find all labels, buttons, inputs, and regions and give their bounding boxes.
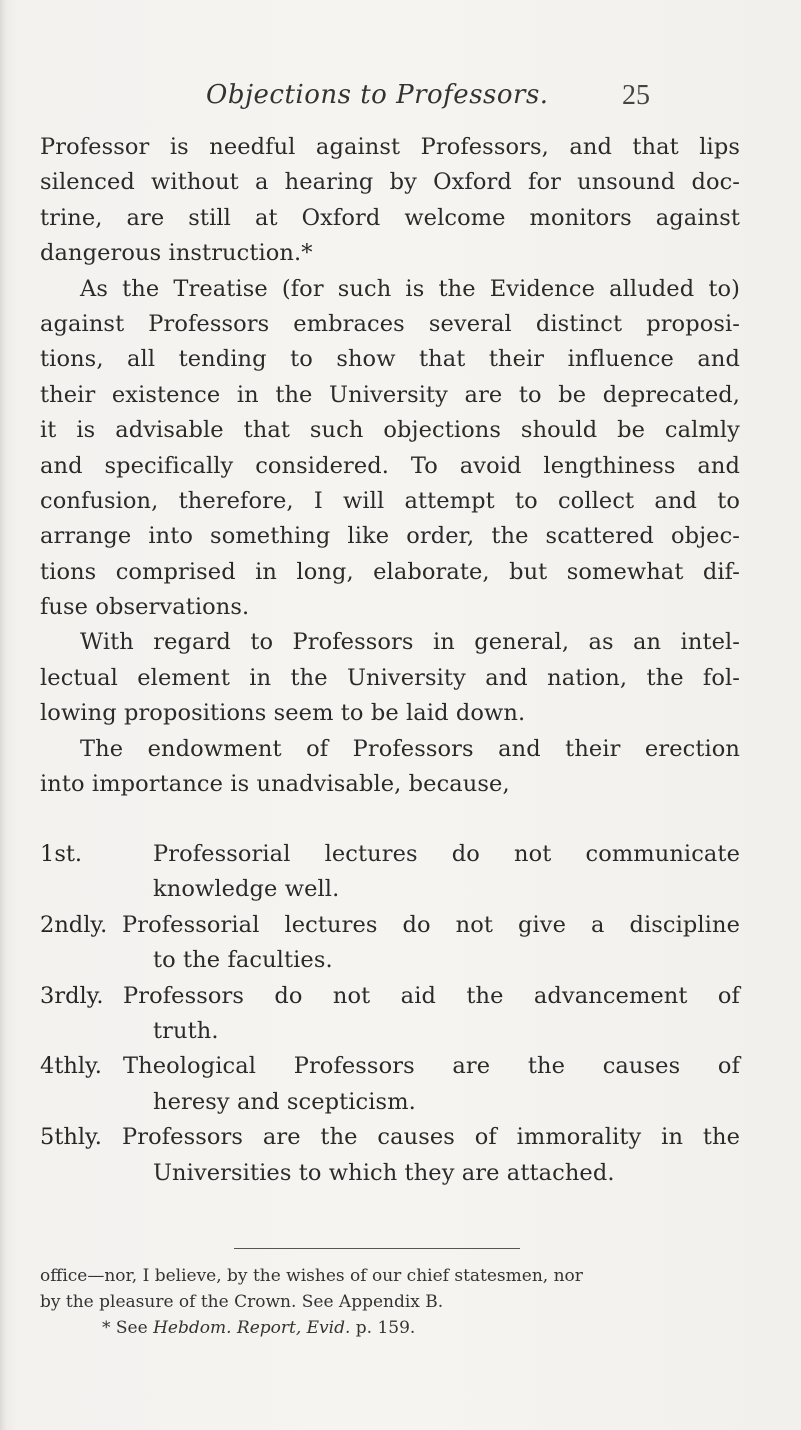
text-line: The endowment of Professors and their erection [80,735,740,762]
item-label: 4thly. [40,1053,102,1080]
item-text: Theological Professors are the causes of [123,1053,740,1080]
text-line: into importance is unadvisable, because, [40,771,510,798]
text-line: trine, are still at Oxford welcome monitors against [40,204,740,231]
text-line: lowing propositions seem to be laid down. [40,700,526,727]
footnote-line: by the pleasure of the Crown. See Appendix B. [40,1292,444,1312]
footnote-reference [40,1315,740,1341]
text-line: fuse observations. [40,594,250,621]
item-label: 1st. [40,841,83,867]
text-line: confusion, therefore, I will attempt to collect and to [40,487,740,514]
list-item [40,837,740,908]
item-label: 3rdly. [40,982,104,1009]
item-text: Professors do not aid the advancement of [123,982,740,1009]
running-title: Objections to Professors. [206,80,549,110]
text-line: and specifically considered. To avoid lengthiness and [40,452,740,479]
text-line: Professor is needful against Professors, and that lips [40,134,740,160]
footnote-citation: Hebdom. Report, Evid. [153,1318,351,1338]
list-item [40,1049,740,1120]
text-line: it is advisable that such objections should be calmly [40,417,740,444]
footnote-suffix: p. 159. [350,1318,416,1338]
item-text: Professorial lectures do not communicate [153,841,740,867]
page-header [0,80,801,120]
footnote-prefix: * See [102,1318,154,1338]
item-text: Universities to which they are attached. [153,1159,615,1186]
text-line: tions comprised in long, elaborate, but somewhat dif- [40,558,740,585]
footnote-line: office—nor, I believe, by the wishes of our chief statesmen, nor [40,1266,583,1286]
text-line: tions, all tending to show that their influence and [40,346,740,373]
item-text: truth. [153,1017,219,1044]
list-item [40,908,740,979]
item-text: knowledge well. [153,876,340,903]
list-item [40,979,740,1050]
text-line: With regard to Professors in general, as an intel- [80,629,740,656]
text-line: against Professors embraces several distinct proposi- [40,310,740,337]
item-text: Professorial lectures do not give a discipline [122,911,740,938]
text-line: As the Treatise (for such is the Evidence alluded to) [80,275,740,302]
objections-list [40,837,740,1191]
text-line: lectual element in the University and nation, the fol- [40,664,740,691]
item-label: 5thly. [40,1124,102,1151]
text-line: dangerous instruction.* [40,240,313,267]
footnote-divider [234,1248,520,1249]
body-text [40,130,740,802]
text-line: their existence in the University are to be deprecated, [40,381,740,408]
item-text: Professors are the causes of immorality in the [122,1124,740,1151]
text-line: arrange into something like order, the scattered objec- [40,523,740,550]
text-line: silenced without a hearing by Oxford for unsound doc- [40,169,740,196]
list-item [40,1120,740,1191]
item-label: 2ndly. [40,911,108,938]
footnotes [40,1263,740,1341]
page-gutter-shadow [0,0,6,1430]
page-number: 25 [622,80,650,111]
item-text: heresy and scepticism. [153,1088,416,1115]
item-text: to the faculties. [153,947,333,974]
